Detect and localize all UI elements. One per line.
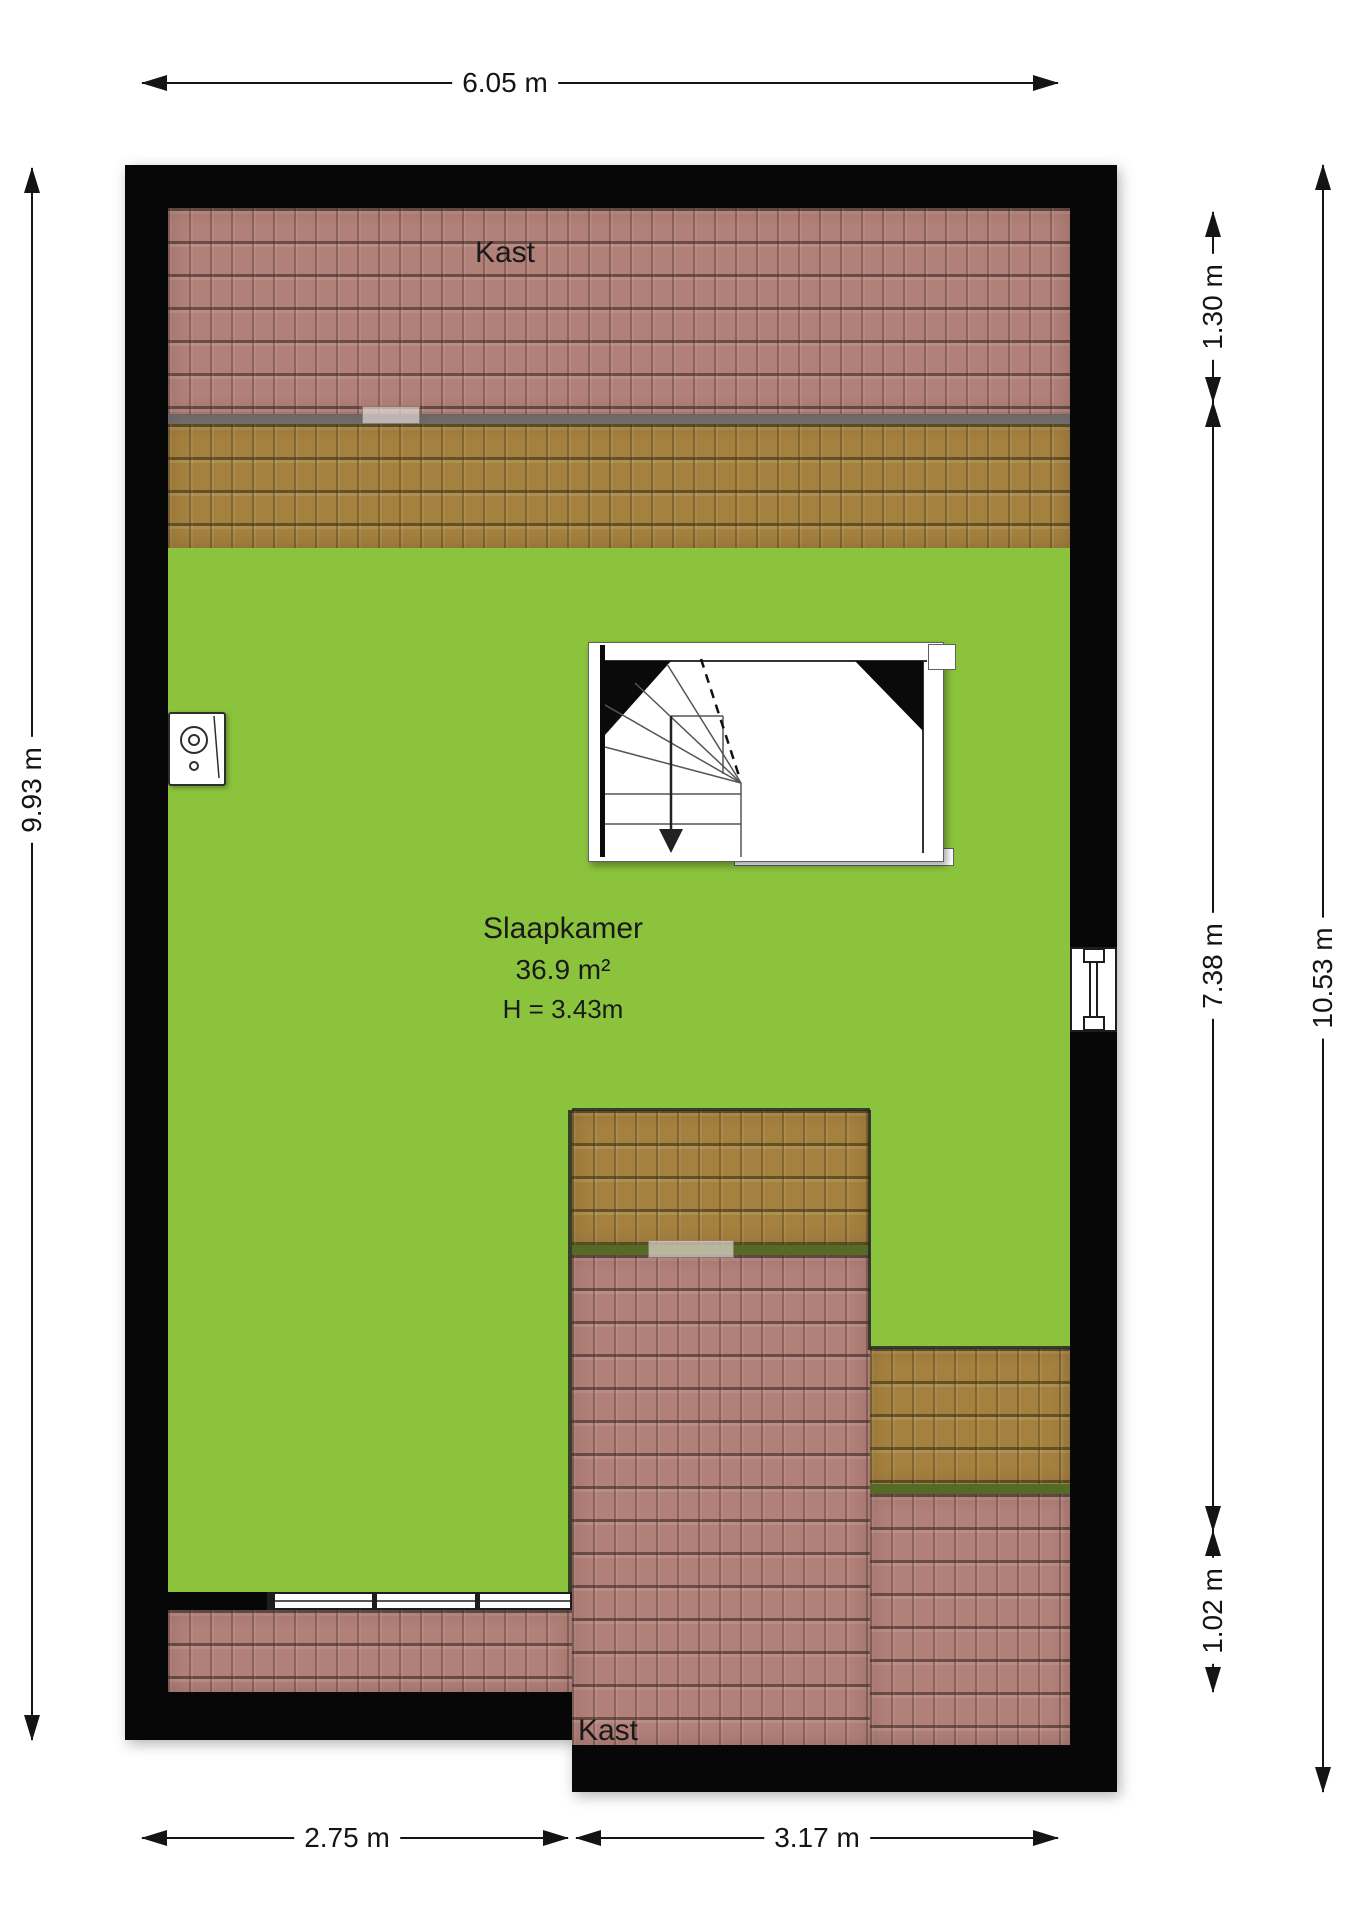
- window-symbol-bottom: [267, 1592, 572, 1610]
- kast-top-edge-a: [572, 1108, 870, 1111]
- wall-bottom-left: [125, 1692, 572, 1740]
- tile-divider-bottom-b: [870, 1484, 1070, 1494]
- dimension-left-height: [16, 168, 47, 1740]
- room-area: 36.9 m²: [515, 954, 611, 985]
- window-bottom-glazing: [269, 1594, 570, 1608]
- roof-tiles-bottom-kast-pink: [572, 1255, 870, 1745]
- dimension-right-top: [1197, 212, 1228, 402]
- room-name: Slaapkamer: [482, 912, 644, 945]
- wall-bottom-right: [572, 1745, 1117, 1792]
- dimension-right-top-label: 1.30 m: [1197, 254, 1229, 360]
- dimension-right-lower-label: 1.02 m: [1197, 1558, 1229, 1664]
- wall-segment-left-of-window: [168, 1592, 267, 1610]
- roof-tiles-bottom-right-pink: [870, 1494, 1070, 1745]
- knee-wall-hatch-top: [362, 406, 420, 424]
- knee-wall-hatch-bottom: [648, 1240, 734, 1258]
- kast-label-top: Kast: [474, 236, 536, 269]
- roof-tiles-bottom-kast-olive: [572, 1110, 870, 1245]
- dimension-bottom-right: [576, 1822, 1058, 1853]
- kast-step-edge: [868, 1110, 871, 1350]
- dimension-left-height-label: 9.93 m: [16, 737, 48, 843]
- staircase-drawing: [589, 643, 943, 861]
- room-ceiling-height: H = 3.43m: [502, 994, 624, 1024]
- tile-divider-top: [168, 414, 1070, 424]
- dimension-right-total-label: 10.53 m: [1307, 917, 1339, 1038]
- wall-top: [125, 165, 1117, 208]
- kast-top-edge-b: [870, 1346, 1070, 1349]
- dimension-bottom-left: [142, 1822, 568, 1853]
- dimension-top-width: [142, 67, 1058, 98]
- dimension-bottom-left-label: 2.75 m: [294, 1822, 400, 1854]
- roof-tiles-top-kast: [168, 208, 1070, 414]
- wall-left: [125, 165, 168, 1740]
- window-symbol-right: [1070, 947, 1117, 1032]
- kast-label-bottom: Kast: [577, 1714, 639, 1747]
- staircase-symbol: [588, 642, 944, 862]
- boiler-icon: [168, 712, 226, 786]
- dimension-right-middle: [1197, 402, 1228, 1531]
- window-right-glazing: [1072, 949, 1115, 1030]
- kast-partition-edge: [568, 1110, 572, 1610]
- dimension-right-total: [1307, 165, 1338, 1792]
- dimension-bottom-right-label: 3.17 m: [764, 1822, 870, 1854]
- stair-top-lip: [928, 644, 956, 670]
- roof-tiles-bottom-right-olive: [870, 1348, 1070, 1484]
- dimension-right-middle-label: 7.38 m: [1197, 913, 1229, 1019]
- dimension-top-width-label: 6.05 m: [452, 67, 558, 99]
- roof-tiles-top-low-zone: [168, 424, 1070, 548]
- roof-tiles-bottom-left-strip: [168, 1610, 572, 1692]
- boiler-glyph: [170, 714, 220, 780]
- dimension-right-lower: [1197, 1531, 1228, 1692]
